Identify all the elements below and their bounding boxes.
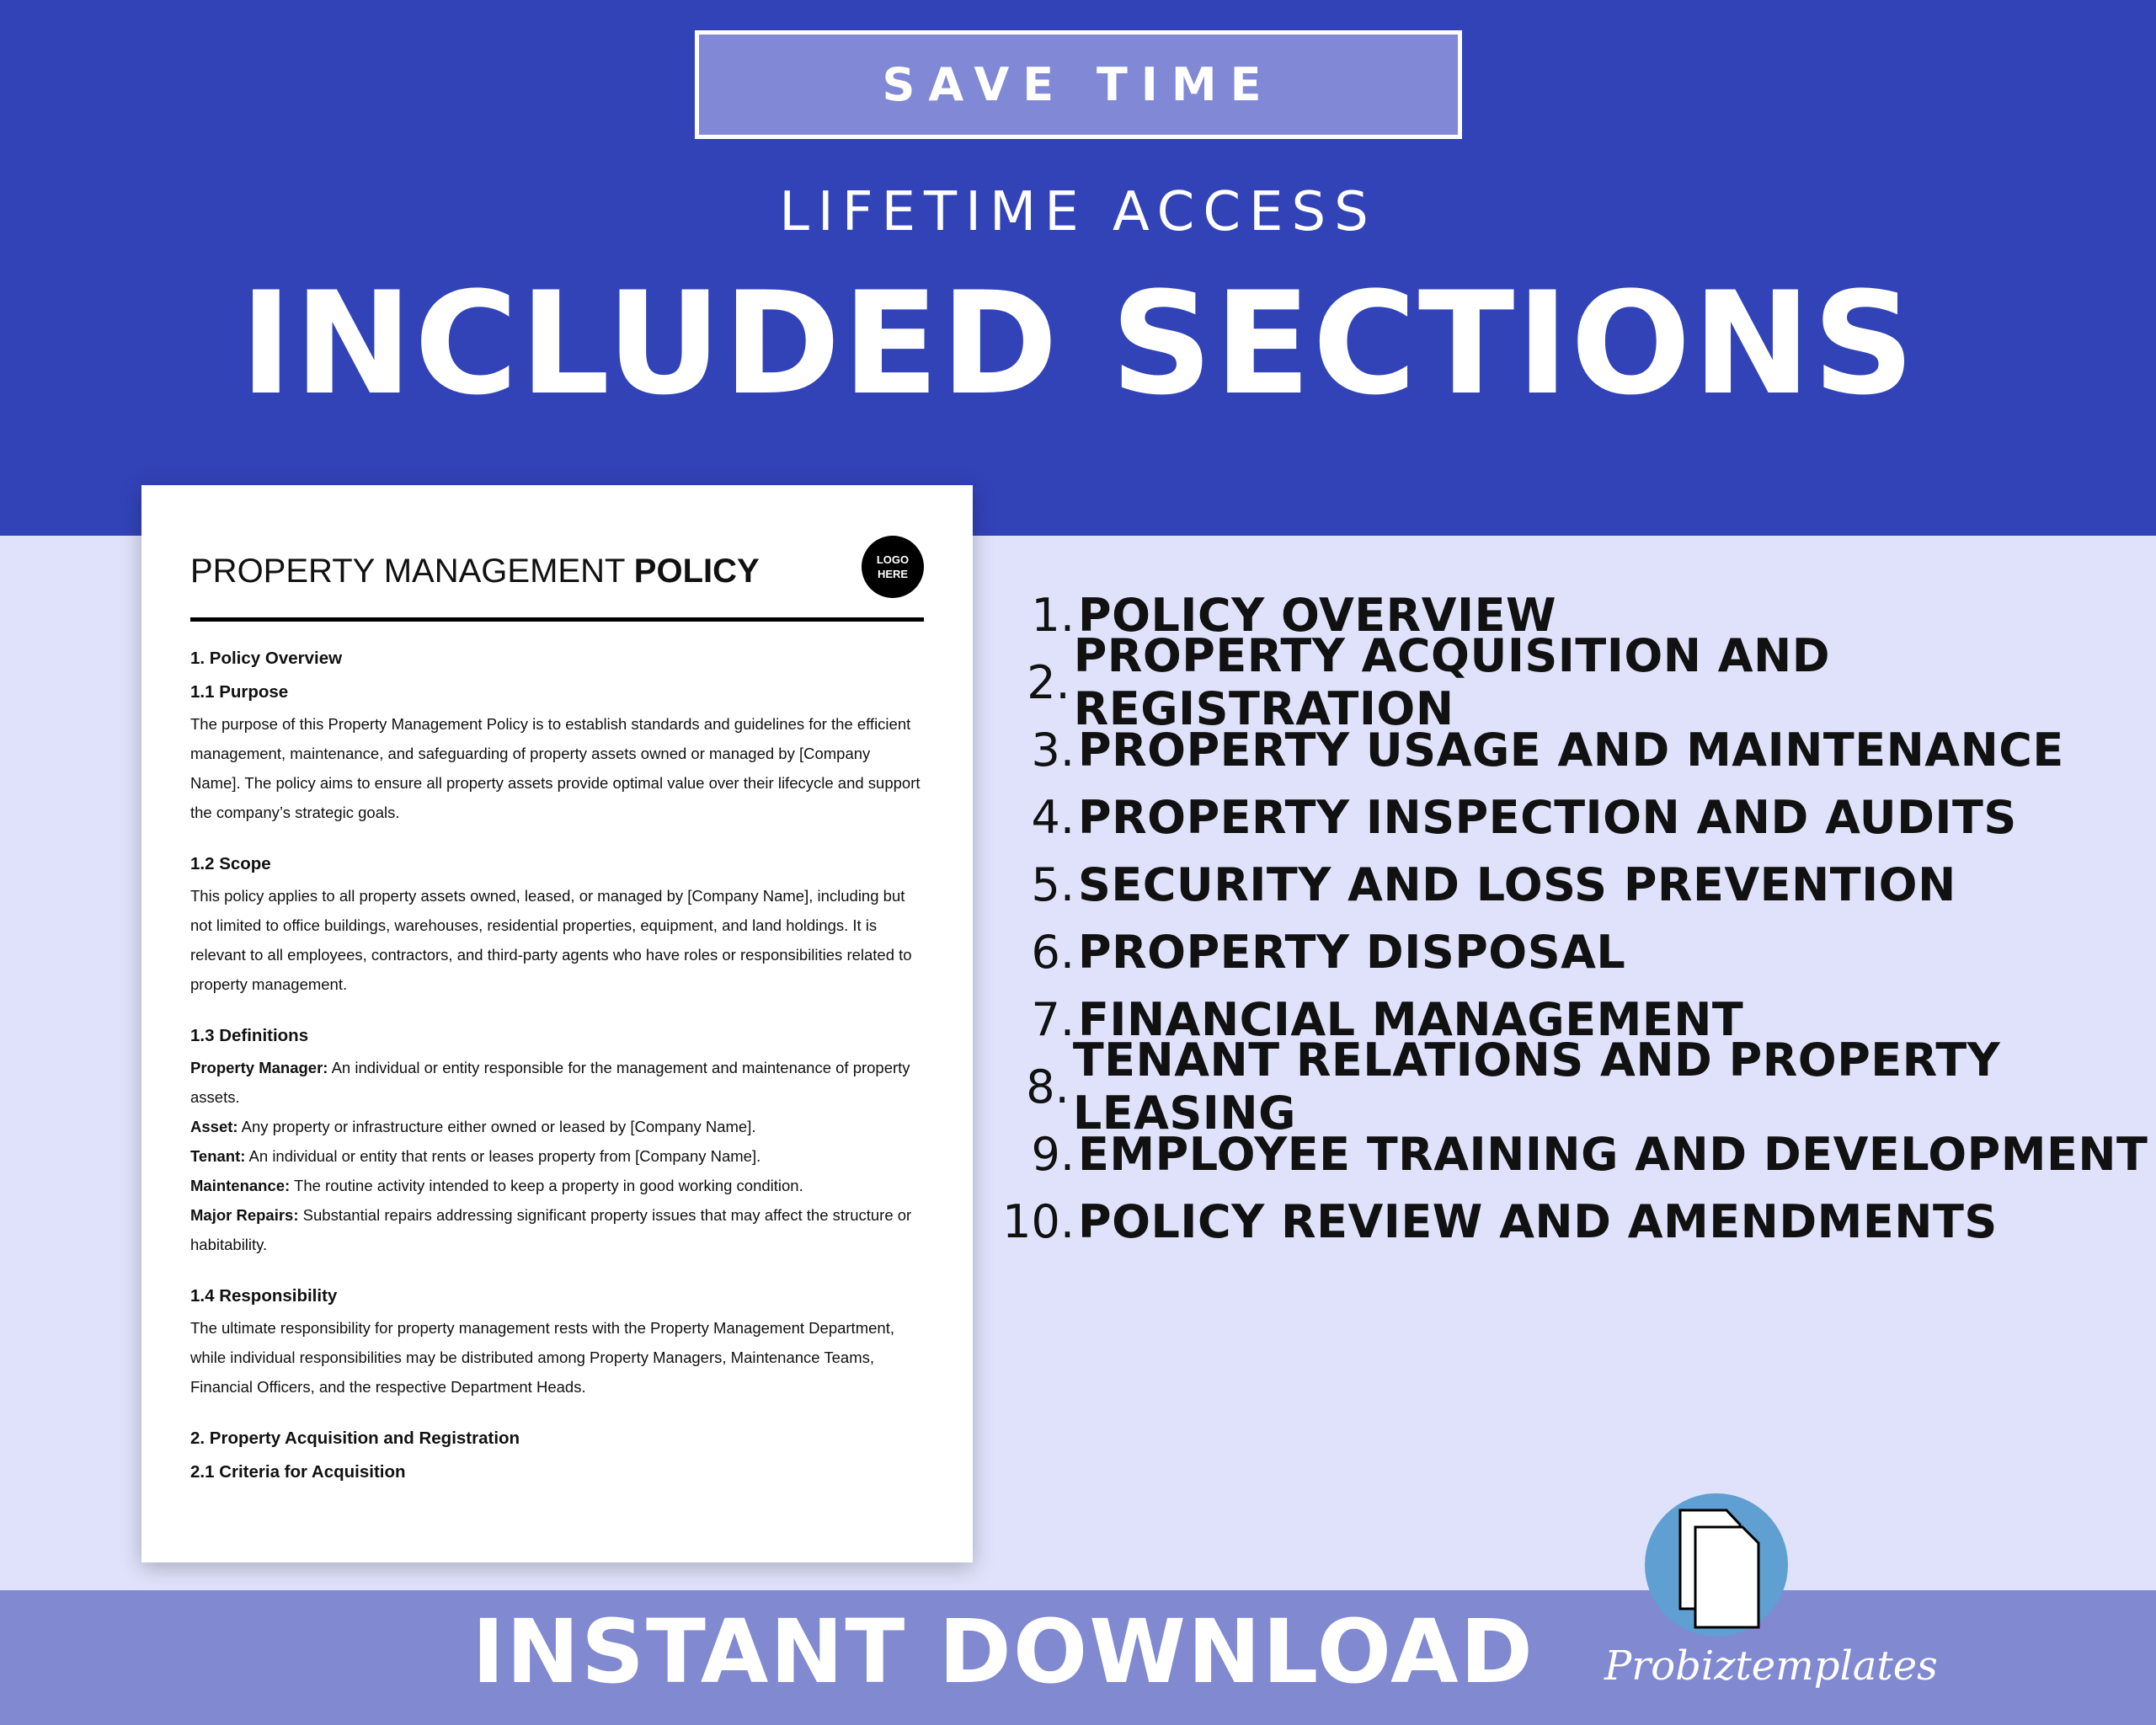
document-header: [190, 485, 924, 622]
definition-item: [190, 1200, 924, 1259]
section-number: 8.: [1026, 1060, 1070, 1114]
document-title: [190, 553, 760, 590]
section-item: [1002, 716, 2156, 783]
paragraph: This policy applies to all property assets owned, leased, or managed by [Company Name], including but not limited to office buildings, warehouses, residential properties, equipment, and land holdings. It is relevant to all employees, contractors, and third-party agents who have roles or responsibilities related to property management.: [190, 887, 912, 993]
page-title: INCLUDED SECTIONS: [239, 261, 1917, 426]
definition-text: The routine activity intended to keep a property in good working condition.: [290, 1177, 803, 1194]
section-label: PROPERTY DISPOSAL: [1078, 925, 1626, 979]
section-number: 3.: [1031, 723, 1075, 777]
title-bold: POLICY: [633, 553, 760, 590]
subtitle: LIFETIME ACCESS: [779, 181, 1377, 243]
definition-text: Any property or infrastructure either owned or leased by [Company Name].: [237, 1118, 756, 1135]
section-label: EMPLOYEE TRAINING AND DEVELOPMENT: [1078, 1127, 2148, 1181]
definition-text: An individual or entity responsible for the management and maintenance of property assets.: [190, 1059, 910, 1106]
definition-term: Tenant:: [190, 1147, 246, 1165]
document-preview: [141, 485, 973, 1562]
definition-term: Asset:: [190, 1118, 238, 1135]
section-item: [1002, 851, 2156, 918]
heading: 1.4 Responsibility: [190, 1286, 338, 1306]
section-item: [1002, 918, 2156, 985]
documents-icon: [1645, 1493, 1788, 1637]
definition-term: Maintenance:: [190, 1177, 291, 1194]
instant-download-label: INSTANT DOWNLOAD: [472, 1600, 1534, 1703]
title-regular: PROPERTY MANAGEMENT: [190, 553, 634, 590]
heading: 2.1 Criteria for Acquisition: [190, 1462, 406, 1482]
section-label: SECURITY AND LOSS PREVENTION: [1078, 857, 1956, 911]
section-label: POLICY REVIEW AND AMENDMENTS: [1078, 1194, 1998, 1248]
definition-term: Property Manager:: [190, 1059, 328, 1076]
definition-text: An individual or entity that rents or leases property from [Company Name].: [245, 1147, 761, 1165]
section-item: [1002, 1188, 2156, 1255]
section-label: POLICY OVERVIEW: [1078, 588, 1557, 642]
heading: 2. Property Acquisition and Registration: [190, 1429, 520, 1448]
definition-text: Substantial repairs addressing significant property issues that may affect the structure or habitability.: [190, 1206, 912, 1253]
section-label: PROPERTY ACQUISITION AND REGISTRATION: [1073, 629, 1831, 735]
definition-term: Major Repairs:: [190, 1206, 299, 1224]
logo-text-2: HERE: [877, 568, 909, 580]
logo-placeholder: [862, 536, 924, 598]
section-number: 5.: [1031, 857, 1075, 911]
definitions-list: [190, 1053, 924, 1259]
paragraph: The ultimate responsibility for property management rests with the Property Management Department, while individual responsibilities may be distributed among Property Managers, Maintenance Teams, Financial Officers, and the respective Department Heads.: [190, 1319, 894, 1396]
section-item: [1002, 783, 2156, 851]
section-number: 4.: [1031, 790, 1075, 844]
brand-logo-text: Probiztemplates: [1604, 1642, 1938, 1690]
heading: 1.1 Purpose: [190, 682, 289, 702]
sections-list: [1002, 581, 2156, 1255]
section-label: FINANCIAL MANAGEMENT: [1078, 992, 1744, 1046]
save-time-badge: SAVE TIME: [695, 30, 1462, 139]
section-item: [1002, 1033, 2156, 1140]
section-number: 2.: [1027, 655, 1070, 709]
logo-text-1: LOGO: [876, 553, 910, 566]
section-label: PROPERTY INSPECTION AND AUDITS: [1078, 790, 2017, 844]
heading: 1.2 Scope: [190, 854, 271, 873]
heading: 1. Policy Overview: [190, 649, 343, 668]
section-label: PROPERTY USAGE AND MAINTENANCE: [1078, 723, 2064, 777]
section-item: [1002, 629, 2156, 735]
paragraph: The purpose of this Property Management Policy is to establish standards and guidelines for the efficient management, maintenance, and safeguarding of property assets owned or managed by [Company Name]. The policy aims to ensure all property assets provide optimal value over their lifecycle and support the company’s strategic goals.: [190, 715, 921, 821]
definition-item: [190, 1112, 924, 1141]
document-body: [190, 622, 924, 1489]
heading: 1.3 Definitions: [190, 1026, 309, 1045]
section-number: 9.: [1031, 1127, 1075, 1181]
section-item: [1002, 1120, 2156, 1188]
definition-item: [190, 1053, 924, 1112]
section-number: 1.: [1031, 588, 1075, 642]
section-number: 6.: [1031, 925, 1075, 979]
definition-item: [190, 1141, 924, 1171]
definition-item: [190, 1171, 924, 1200]
section-number: 10.: [1002, 1194, 1075, 1248]
section-label: TENANT RELATIONS AND PROPERTY LEASING: [1072, 1033, 2001, 1140]
section-number: 7.: [1031, 992, 1075, 1046]
